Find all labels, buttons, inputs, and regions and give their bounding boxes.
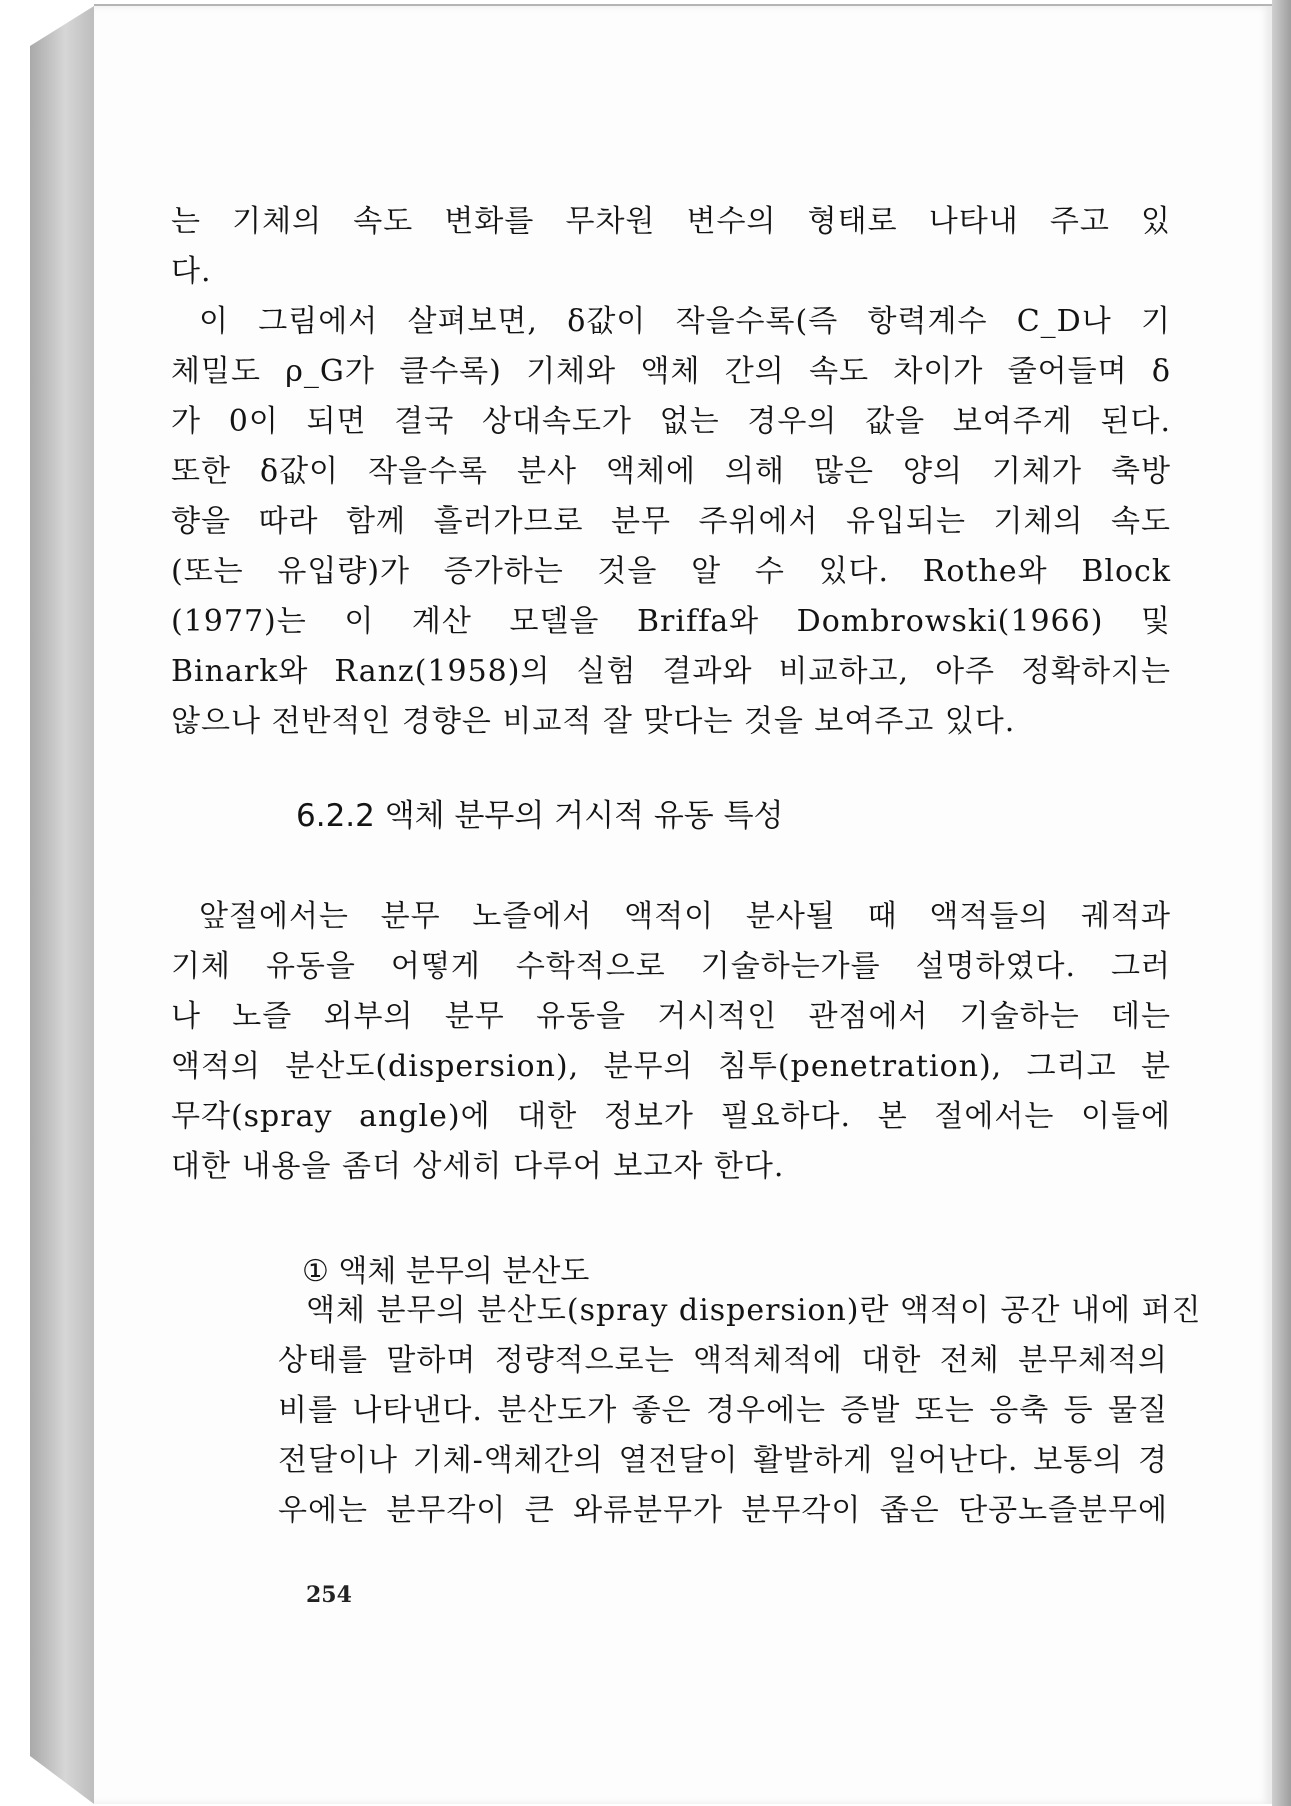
text-line: 않으나 전반적인 경향은 비교적 잘 맞다는 것을 보여주고 있다. xyxy=(171,704,1016,739)
text-line: 액체 분무의 분산도(spray dispersion)란 액적이 공간 내에 퍼진 xyxy=(306,1293,1202,1328)
paragraph-4 xyxy=(278,1286,1202,1536)
text-line: Binark와 Ranz(1958)의 실험 결과와 비교하고, 아주 정확하지는 xyxy=(171,654,1171,689)
section-heading: 6.2.2 액체 분무의 거시적 유동 특성 xyxy=(296,798,784,834)
text-line: 체밀도 ρ_G가 클수록) 기체와 액체 간의 속도 차이가 줄어들며 δ xyxy=(171,354,1171,389)
paragraph-1 xyxy=(171,197,1171,297)
text-line: 는 기체의 속도 변화를 무차원 변수의 형태로 나타내 주고 있 xyxy=(171,204,1171,239)
page-number: 254 xyxy=(306,1582,352,1608)
text-line: 향을 따라 함께 흘러가므로 분무 주위에서 유입되는 기체의 속도 xyxy=(171,504,1171,539)
text-line: 상태를 말하며 정량적으로는 액적체적에 대한 전체 분무체적의 xyxy=(278,1343,1168,1378)
paragraph-2 xyxy=(171,297,1171,747)
text-line: 대한 내용을 좀더 상세히 다루어 보고자 한다. xyxy=(171,1149,785,1184)
text-line: 나 노즐 외부의 분무 유동을 거시적인 관점에서 기술하는 데는 xyxy=(171,999,1171,1034)
text-line: 앞절에서는 분무 노즐에서 액적이 분사될 때 액적들의 궤적과 xyxy=(199,899,1171,934)
text-line: 전달이나 기체-액체간의 열전달이 활발하게 일어난다. 보통의 경 xyxy=(278,1443,1168,1478)
page-right-shadow xyxy=(1272,0,1291,1806)
text-line: 액적의 분산도(dispersion), 분무의 침투(penetration), 그리고 분 xyxy=(171,1049,1171,1084)
text-line: (1977)는 이 계산 모델을 Briffa와 Dombrowski(1966) 및 xyxy=(171,604,1171,639)
text-line: 이 그림에서 살펴보면, δ값이 작을수록(즉 항력계수 C_D나 기 xyxy=(199,304,1171,339)
book-spine-edge xyxy=(30,6,94,1804)
paragraph-3 xyxy=(171,892,1171,1192)
text-line: 기체 유동을 어떻게 수학적으로 기술하는가를 설명하였다. 그러 xyxy=(171,949,1171,984)
text-line: 우에는 분무각이 큰 와류분무가 분무각이 좁은 단공노즐분무에 xyxy=(278,1493,1168,1528)
text-line: 또한 δ값이 작을수록 분사 액체에 의해 많은 양의 기체가 축방 xyxy=(171,454,1171,489)
text-line: 다. xyxy=(171,254,212,289)
text-line: 비를 나타낸다. 분산도가 좋은 경우에는 증발 또는 응축 등 물질 xyxy=(278,1393,1168,1428)
text-line: 무각(spray angle)에 대한 정보가 필요하다. 본 절에서는 이들에 xyxy=(171,1099,1171,1134)
text-line: 가 0이 되면 결국 상대속도가 없는 경우의 값을 보여주게 된다. xyxy=(171,404,1171,439)
subsection-heading: ① 액체 분무의 분산도 xyxy=(302,1254,590,1289)
text-line: (또는 유입량)가 증가하는 것을 알 수 있다. Rothe와 Block xyxy=(171,554,1171,589)
